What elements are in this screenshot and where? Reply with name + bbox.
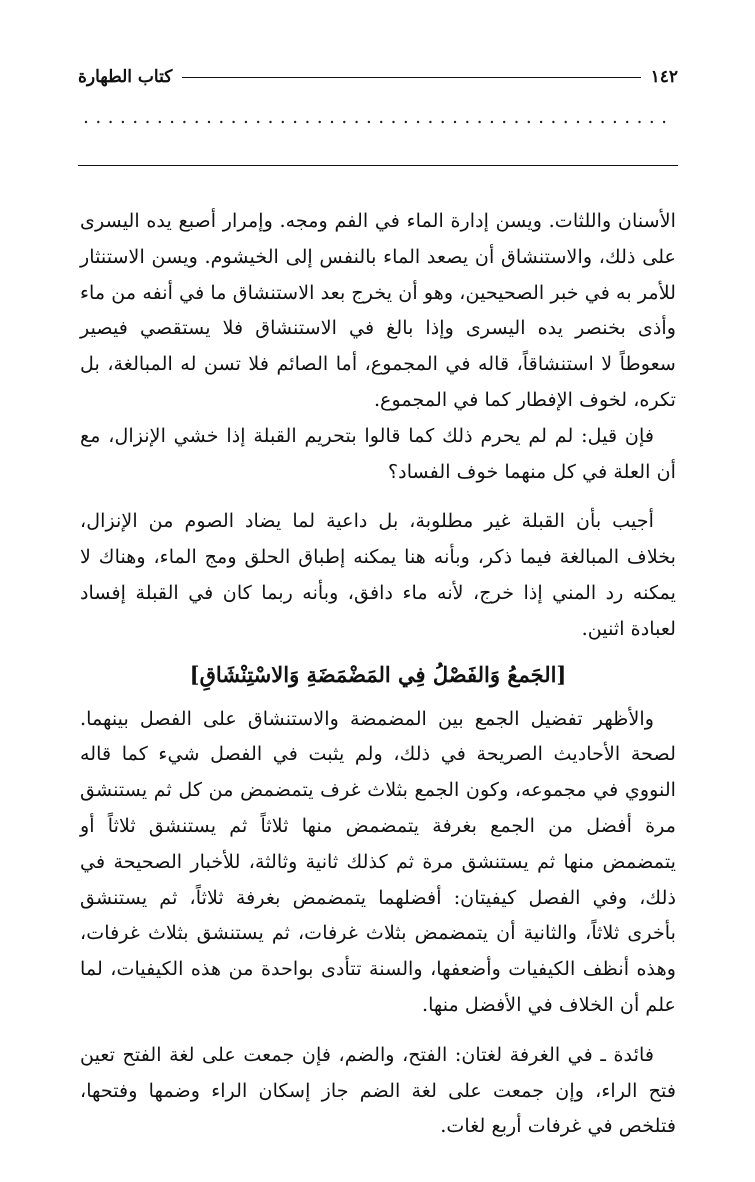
paragraph-5: فائدة ـ في الغرفة لغتان: الفتح، والضم، فإن جمعت على لغة الفتح تعين فتح الراء، وإن جمعت على لغة الضم جاز إسكان الراء وضمها وفتحها، فتلخص في غرفات أربع لغات.: [80, 1042, 676, 1138]
dot: [331, 121, 333, 123]
dotted-separator: [82, 112, 676, 132]
dot: [552, 121, 554, 123]
dot: [478, 121, 480, 123]
dot: [245, 121, 247, 123]
dot: [319, 121, 321, 123]
dot: [343, 121, 345, 123]
dot: [405, 121, 407, 123]
paragraph-1: الأسنان واللثات. ويسن إدارة الماء في الفم ومجه. وإمرار أصبع يده اليسرى على ذلك، والاستنشاق أن يصعد الماء بالنفس إلى الخيشوم. ويسن الاستنثار للأمر به في خبر الصحيحين، وهو أن يخرج بعد الاستنشاق ما في أنفه من ماء وأذى بخنصر يده اليسرى وإذا بالغ في الاستنشاق فلا يستقصي فيصير سعوطاً لا استنشاقاً، قاله في المجموع، أما الصائم فلا تسن له المبالغة، بل تكره، لخوف الإفطار كما في المجموع.: [80, 209, 676, 411]
dot: [220, 121, 222, 123]
dot: [134, 121, 136, 123]
book-title: كتاب الطهارة: [78, 67, 173, 87]
dot: [171, 121, 173, 123]
header-rule: [182, 77, 640, 78]
dot: [159, 121, 161, 123]
dot: [109, 121, 111, 123]
paragraph-4: والأظهر تفضيل الجمع بين المضمضة والاستنشاق على الفصل بينهما. لصحة الأحاديث الصريحة في ذلك، ولم يثبت في الفصل شيء كما قاله النووي في مجموعه، وكون الجمع بثلاث غرف يتمضمض من كل ثم يستنشق مرة أفضل من الجمع بغرفة يتمضمض منها ثلاثاً ثم يستنشق ثلاثاً أو يتمضمض منها ثم يستنشق مرة ثم كذلك ثانية وثالثة، للأخبار الصحيحة في ذلك، وفي الفصل كيفيتان: أفضلهما يتمضمض بغرفة ثلاثاً، ثم يستنشق بأخرى ثلاثاً، والثانية أن يتمضمض بثلاث غرفات، ثم يستنشق بثلاث غرفات، وهذه أنظف الكيفيات وأضعفها، والسنة تتأدى بواحدة من هذه الكيفيات، لما علم أن الخلاف في الأفضل منها.: [80, 706, 676, 1016]
dot: [355, 121, 357, 123]
dot: [146, 121, 148, 123]
dot: [380, 121, 382, 123]
dot: [601, 121, 603, 123]
dot: [208, 121, 210, 123]
dot: [528, 121, 530, 123]
dot: [614, 121, 616, 123]
page-number: ١٤٢: [650, 67, 678, 87]
dot: [122, 121, 124, 123]
dot: [515, 121, 517, 123]
dot: [417, 121, 419, 123]
running-header: [78, 62, 678, 92]
dot: [269, 121, 271, 123]
paragraph-gap: [80, 1023, 676, 1037]
dot: [491, 121, 493, 123]
dot: [466, 121, 468, 123]
dot: [638, 121, 640, 123]
dot: [429, 121, 431, 123]
dot: [540, 121, 542, 123]
dot: [454, 121, 456, 123]
dot: [282, 121, 284, 123]
dot: [442, 121, 444, 123]
section-heading: [الجَمعُ وَالفَصْلُ فِي المَضْمَضَةِ وَالاسْتِنْشَاقِ]: [189, 661, 567, 687]
dot: [663, 121, 665, 123]
top-rule: [78, 165, 678, 166]
dotted-line-graphic: [82, 112, 676, 132]
dot: [565, 121, 567, 123]
paragraph-2: فإن قيل: لم لم يحرم ذلك كما قالوا بتحريم القبلة إذا خشي الإنزال، مع أن العلة في كل منهما خوف الفساد؟: [80, 423, 676, 483]
dot: [589, 121, 591, 123]
dot: [196, 121, 198, 123]
dot: [503, 121, 505, 123]
dot: [368, 121, 370, 123]
dot: [577, 121, 579, 123]
dot: [232, 121, 234, 123]
dot: [306, 121, 308, 123]
dot: [651, 121, 653, 123]
dot: [97, 121, 99, 123]
dot: [257, 121, 259, 123]
dot: [183, 121, 185, 123]
dot: [294, 121, 296, 123]
paragraph-gap: [80, 489, 676, 503]
body-text: [80, 203, 676, 1144]
dot: [85, 121, 87, 123]
dot: [392, 121, 394, 123]
paragraph-3: أجيب بأن القبلة غير مطلوبة، بل داعية لما يضاد الصوم من الإنزال، بخلاف المبالغة فيما ذكر، وبأنه هنا يمكنه إطباق الحلق ومج الماء، وهناك لا يمكنه رد المني إذا خرج، لأنه ماء دافق، وبأنه ربما كان في القبلة إفساد لعبادة اثنين.: [80, 509, 676, 640]
dot: [626, 121, 628, 123]
